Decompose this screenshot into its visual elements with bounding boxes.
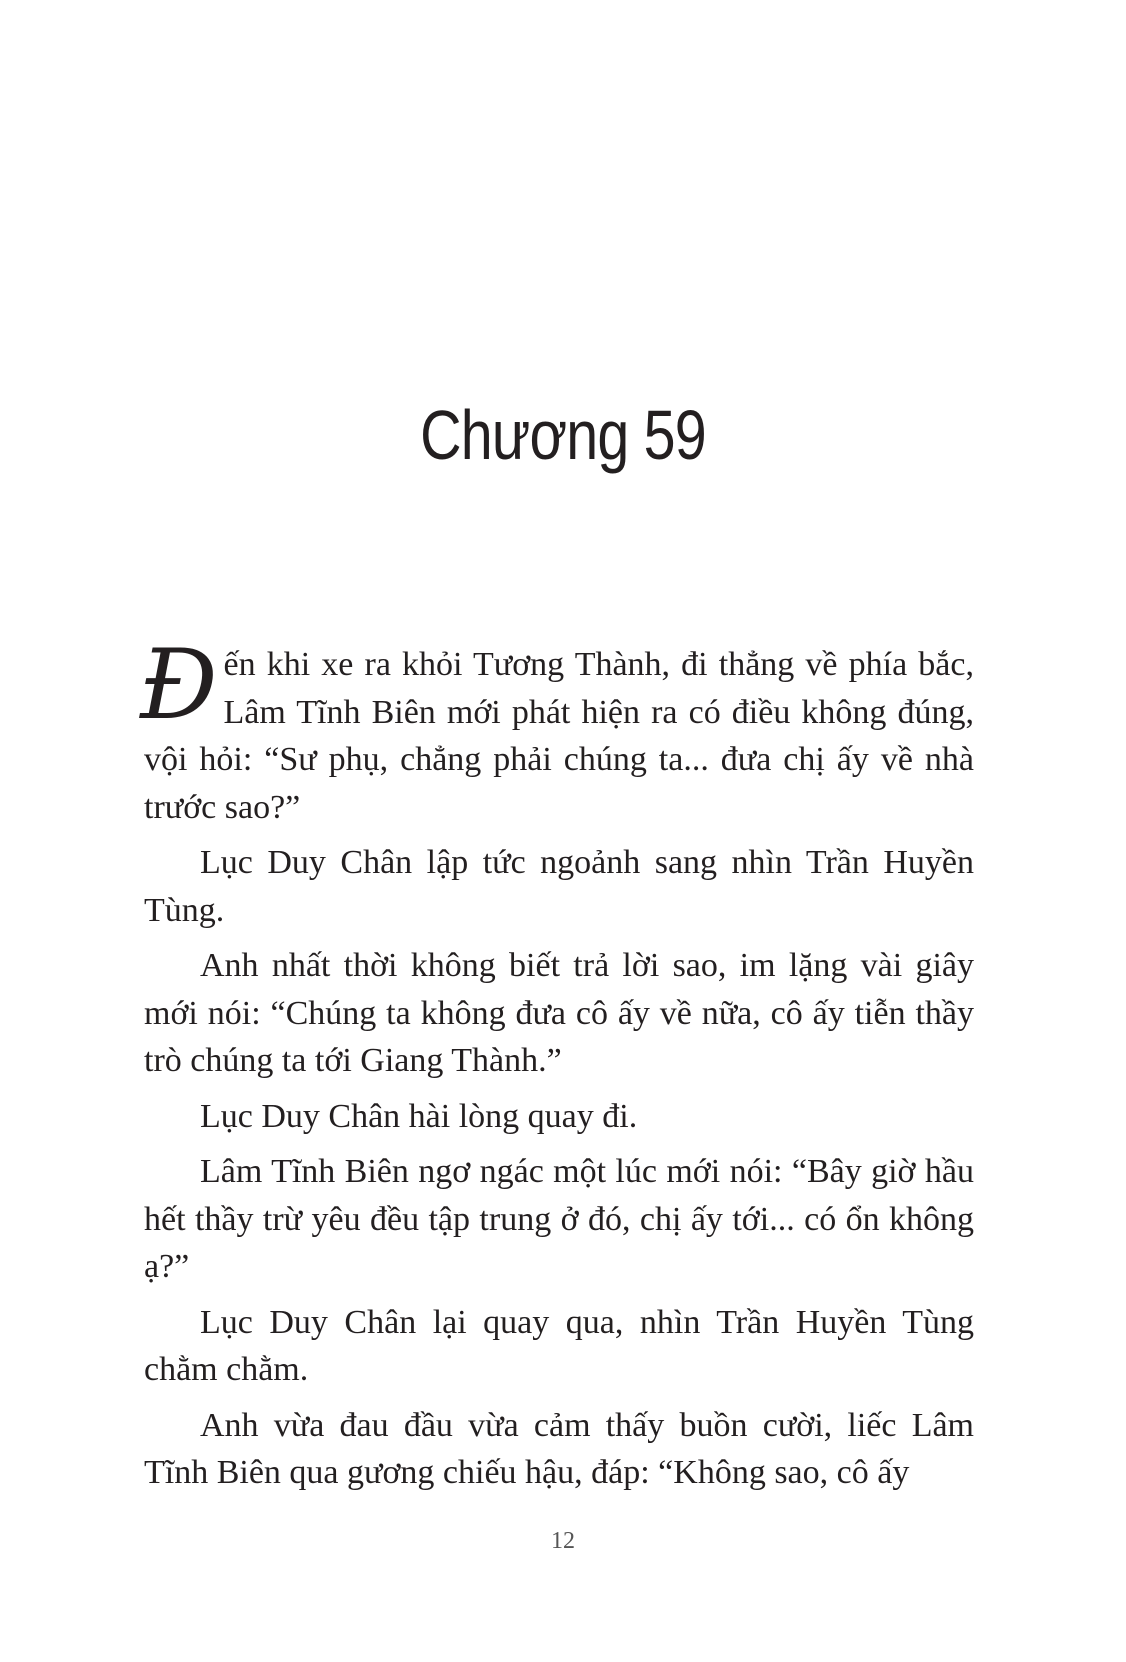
paragraph-text: ến khi xe ra khỏi Tương Thành, đi thẳng về phía bắc, Lâm Tĩnh Biên mới phát hiện ra có điều không đúng, vội hỏi: “Sư phụ, chẳng phải chúng ta... đưa chị ấy về nhà trước sao?” (144, 646, 974, 826)
chapter-body (140, 629, 974, 1505)
paragraph: Lục Duy Chân lập tức ngoảnh sang nhìn Trần Huyền Tùng. (144, 844, 974, 929)
paragraph: Anh vừa đau đầu vừa cảm thấy buồn cười, liếc Lâm Tĩnh Biên qua gương chiếu hậu, đáp: “Không sao, cô ấy (144, 1406, 974, 1491)
chapter-title: Chương 59 (420, 396, 706, 474)
page-number: 12 (551, 1528, 575, 1554)
paragraph: Anh nhất thời không biết trả lời sao, im lặng vài giây mới nói: “Chúng ta không đưa cô ấy về nữa, cô ấy tiễn thầy trò chúng ta tới Giang Thành.” (144, 947, 974, 1079)
paragraph: Lâm Tĩnh Biên ngơ ngác một lúc mới nói: “Bây giờ hầu hết thầy trừ yêu đều tập trung ở đó, chị ấy tới... có ổn không ạ?” (144, 1153, 974, 1285)
paragraph (140, 629, 974, 831)
paragraph: Lục Duy Chân lại quay qua, nhìn Trần Huyền Tùng chằm chằm. (144, 1303, 974, 1388)
drop-cap: Đ (140, 629, 218, 741)
paragraph: Lục Duy Chân hài lòng quay đi. (200, 1097, 638, 1135)
